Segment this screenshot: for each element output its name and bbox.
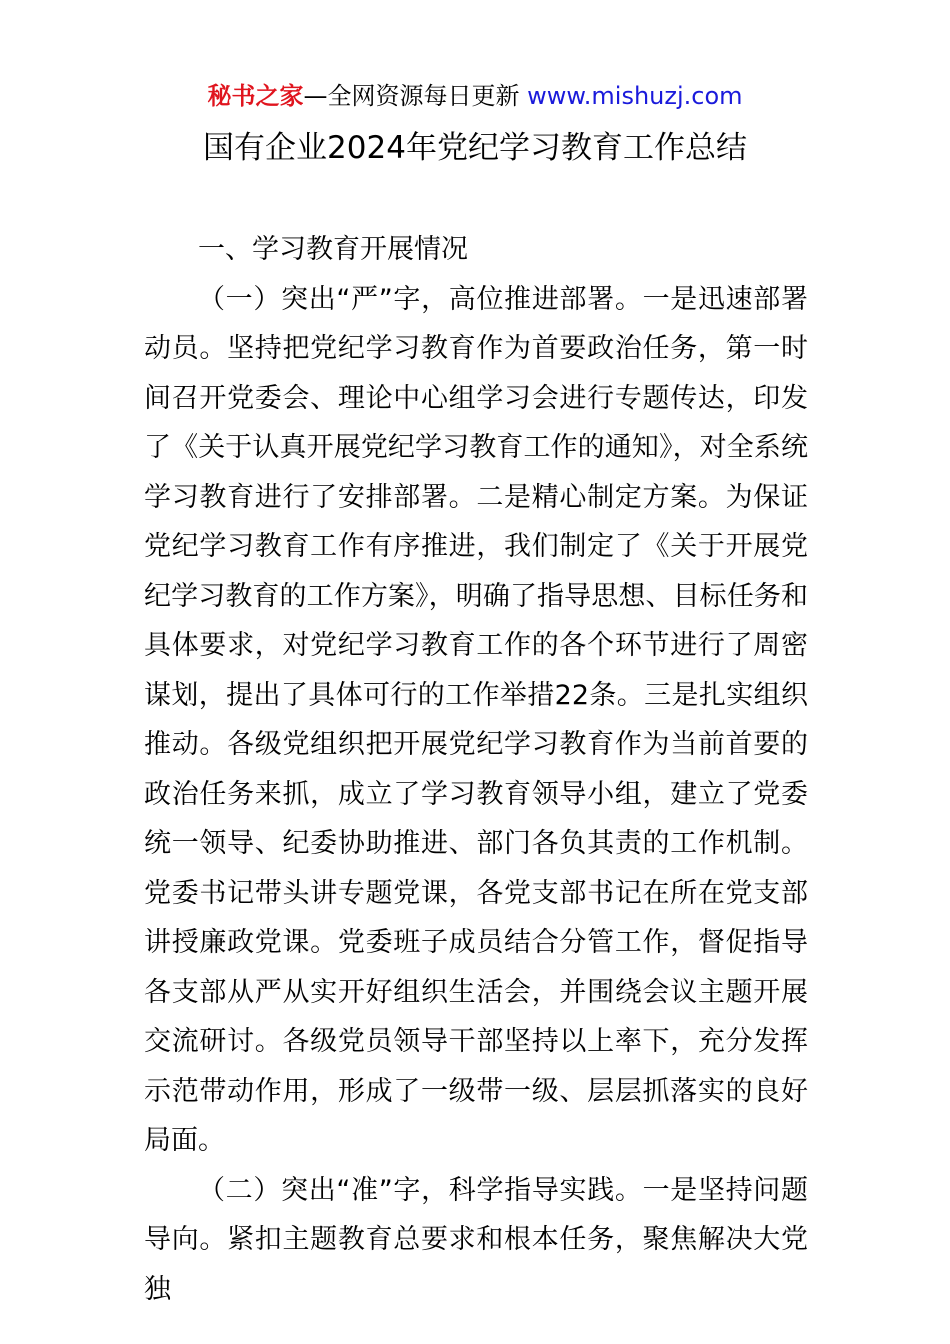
brand-name: 秘书之家 bbox=[207, 82, 304, 110]
site-header bbox=[0, 80, 950, 112]
document-title: 国有企业2024年党纪学习教育工作总结 bbox=[203, 130, 747, 166]
site-url-link[interactable]: www.mishuzj.com bbox=[527, 82, 743, 110]
document-body bbox=[144, 225, 808, 1314]
site-slogan: —全网资源每日更新 bbox=[303, 82, 520, 110]
section-heading: 一、学习教育开展情况 bbox=[198, 234, 468, 265]
paragraph-2: （二）突出“准”字，科学指导实践。一是坚持问题导向。紧扣主题教育总要求和根本任务，聚焦解决大党独 bbox=[144, 1174, 808, 1305]
paragraph-1: （一）突出“严”字，高位推进部署。一是迅速部署动员。坚持把党纪学习教育作为首要政治任务，第一时间召开党委会、理论中心组学习会进行专题传达，印发了《关于认真开展党纪学习教育工作的通知》，对全系统学习教育进行了安排部署。二是精心制定方案。为保证党纪学习教育工作有序推进，我们制定了《关于开展党纪学习教育的工作方案》，明确了指导思想、目标任务和具体要求，对党纪学习教育工作的各个环节进行了周密谋划，提出了具体可行的工作举措22条。三是扎实组织推动。各级党组织把开展党纪学习教育作为当前首要的政治任务来抓，成立了学习教育领导小组，建立了党委统一领导、纪委协助推进、部门各负其责的工作机制。党委书记带头讲专题党课，各党支部书记在所在党支部讲授廉政党课。党委班子成员结合分管工作，督促指导各支部从严从实开好组织生活会，并围绕会议主题开展交流研讨。各级党员领导干部坚持以上率下，充分发挥示范带动作用，形成了一级带一级、层层抓落实的良好局面。 bbox=[144, 283, 808, 1156]
